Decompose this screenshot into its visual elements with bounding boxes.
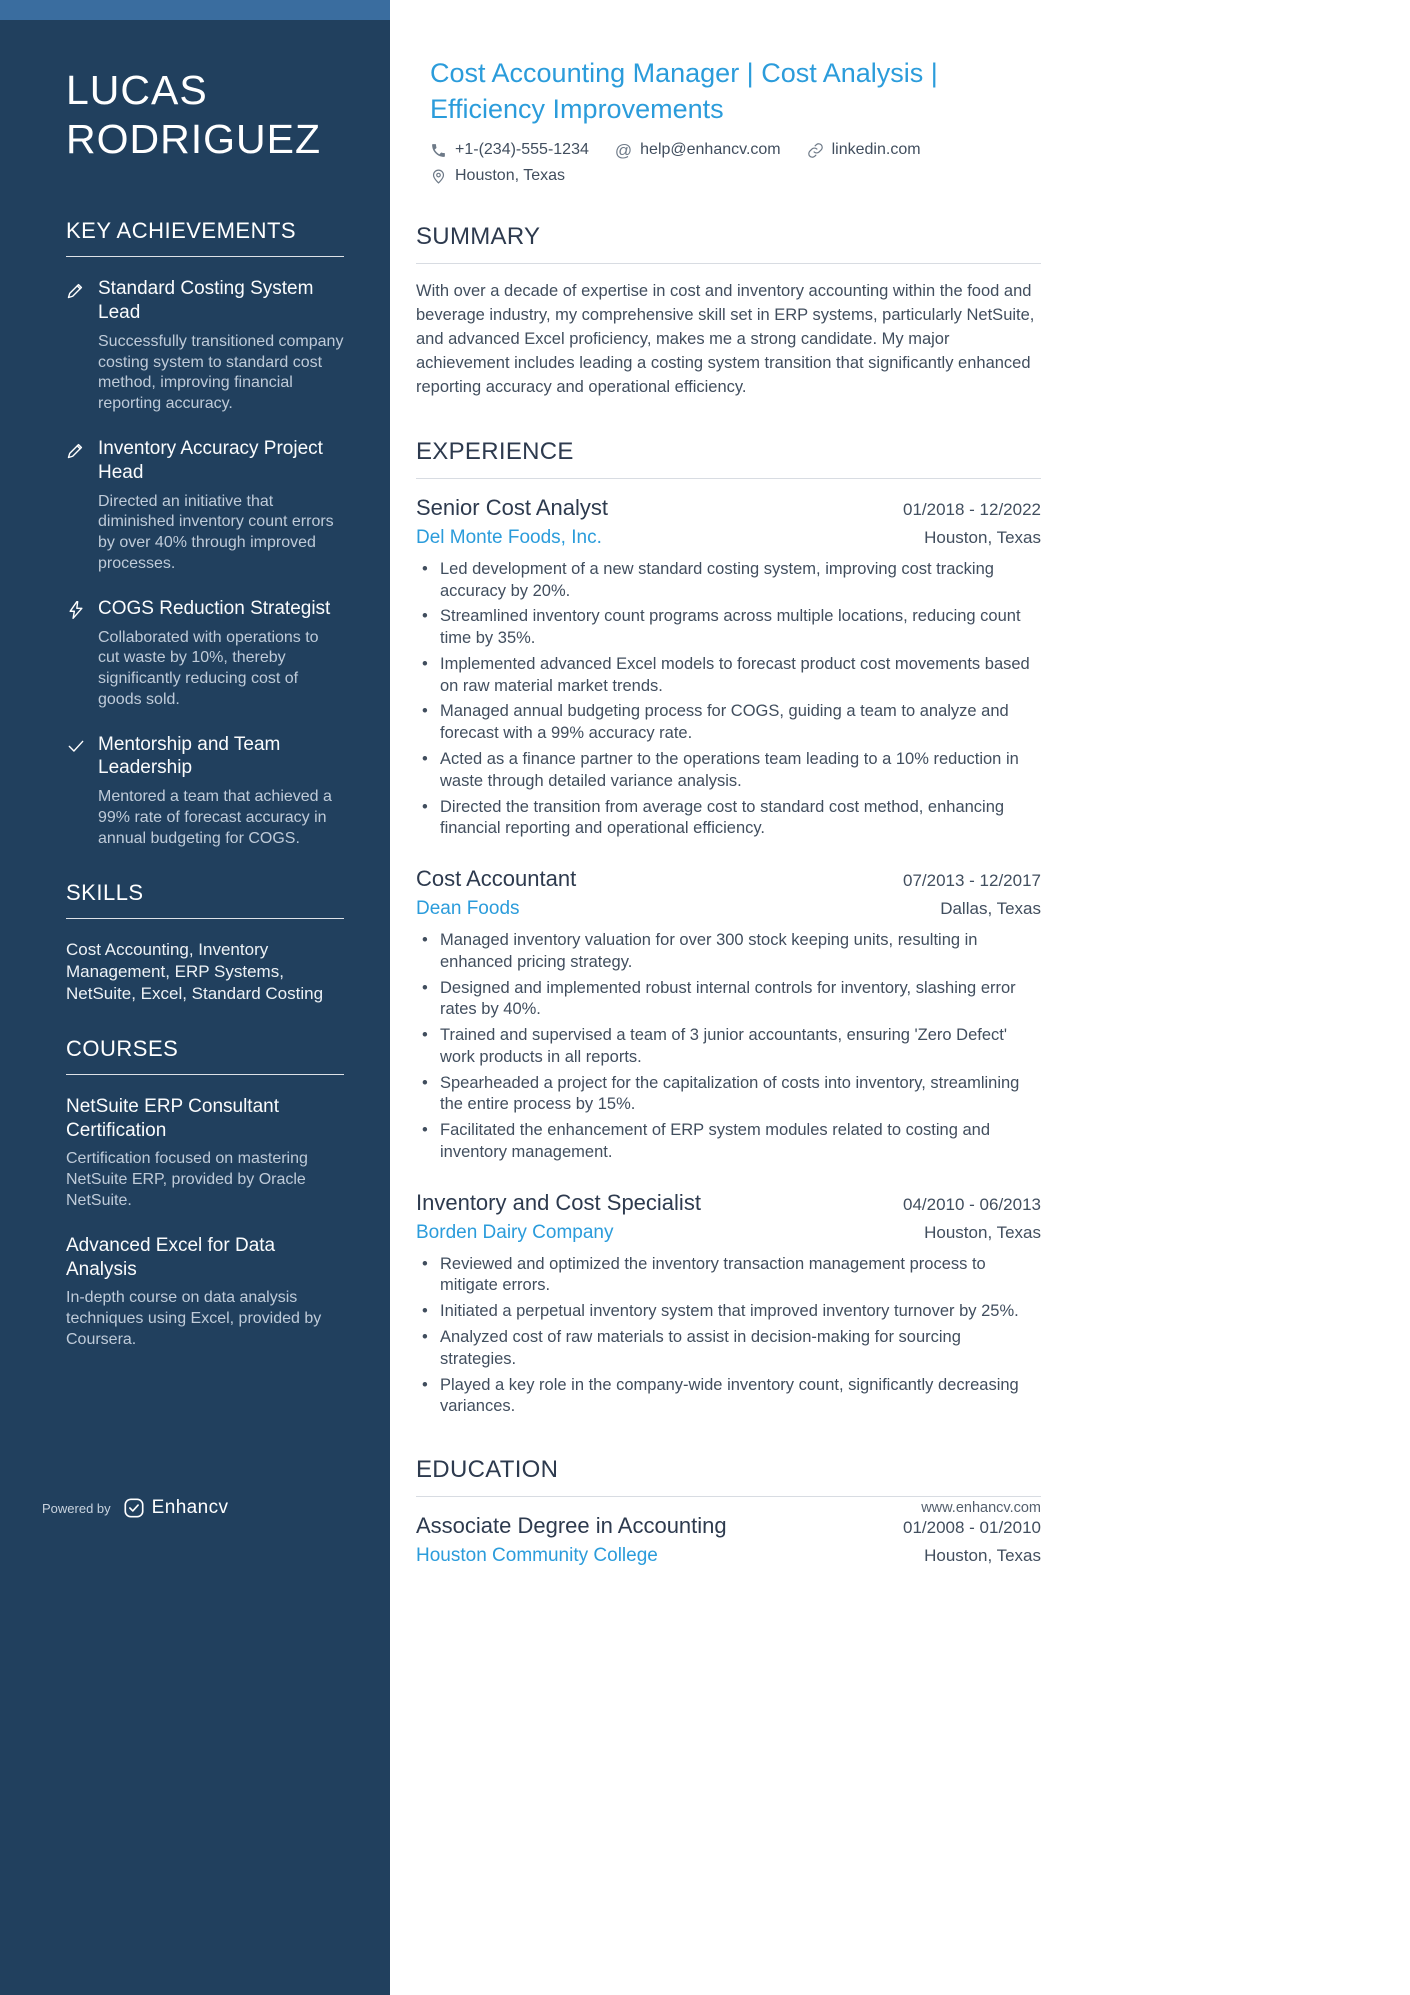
job-dates: 07/2013 - 12/2017 <box>902 871 1041 891</box>
headline: Cost Accounting Manager | Cost Analysis | Efficiency Improvements <box>430 58 938 124</box>
courses-heading: COURSES <box>66 1036 344 1075</box>
job-location: Houston, Texas <box>924 1222 1041 1242</box>
job-bullet: • Directed the transition from average cost to standard cost method, enhancing financial reporting and operational efficiency. <box>416 797 1041 841</box>
resume-header <box>430 56 1041 185</box>
top-accent-bar <box>0 0 390 20</box>
job-entry <box>416 866 1041 1164</box>
achievement-item <box>66 437 344 575</box>
job-bullet: • Led development of a new standard costing system, improving cost tracking accuracy by 20%. <box>416 559 1041 603</box>
enhancv-website-footer: www.enhancv.com <box>921 1500 1041 1516</box>
contact-row <box>430 141 1041 185</box>
job-location: Houston, Texas <box>924 527 1041 547</box>
enhancv-wordmark: Enhancv <box>151 1497 229 1518</box>
degree-title: Associate Degree in Accounting <box>416 1513 727 1539</box>
job-bullet: • Facilitated the enhancement of ERP system modules related to costing and inventory management. <box>416 1120 1041 1164</box>
course-title: Advanced Excel for Data Analysis <box>66 1234 276 1280</box>
check-icon <box>66 733 98 850</box>
job-title: Senior Cost Analyst <box>416 494 608 520</box>
achievement-description: Directed an initiative that diminished inventory count errors by over 40% through improved processes. <box>98 492 334 572</box>
courses-section <box>66 1036 344 1351</box>
course-title: NetSuite ERP Consultant Certification <box>66 1095 279 1141</box>
job-bullets <box>416 1254 1041 1418</box>
link-icon <box>807 142 824 159</box>
job-bullets <box>416 559 1041 840</box>
job-company: Del Monte Foods, Inc. <box>416 526 602 548</box>
job-company: Borden Dairy Company <box>416 1221 614 1243</box>
experience-heading: EXPERIENCE <box>416 438 1041 479</box>
job-bullet: • Implemented advanced Excel models to forecast product cost movements based on raw material market trends. <box>416 654 1041 698</box>
achievement-description: Successfully transitioned company costing system to standard cost method, improving financial reporting accuracy. <box>98 332 344 413</box>
key-achievements-section <box>66 218 344 849</box>
job-bullet: • Managed annual budgeting process for COGS, guiding a team to analyze and forecast with a 99% accuracy rate. <box>416 701 1041 745</box>
course-item <box>66 1095 344 1212</box>
achievement-item <box>66 277 344 415</box>
achievement-item <box>66 733 344 850</box>
summary-section <box>416 223 1041 400</box>
achievement-title: Standard Costing System Lead <box>98 278 314 324</box>
job-title: Cost Accountant <box>416 866 577 892</box>
achievement-description: Mentored a team that achieved a 99% rate of forecast accuracy in annual budgeting for COGS. <box>98 788 332 847</box>
bolt-icon <box>66 597 98 711</box>
key-achievements-heading: KEY ACHIEVEMENTS <box>66 218 344 257</box>
job-bullet: • Trained and supervised a team of 3 junior accountants, ensuring 'Zero Defect' work products in all reports. <box>416 1025 1041 1069</box>
job-bullet: • Spearheaded a project for the capitalization of costs into inventory, streamlining the entire process by 15%. <box>416 1073 1041 1117</box>
enhancv-brand <box>123 1497 229 1519</box>
linkedin-contact <box>807 141 921 159</box>
summary-heading: SUMMARY <box>416 223 1041 264</box>
job-bullet: • Analyzed cost of raw materials to assist in decision-making for sourcing strategies. <box>416 1327 1041 1371</box>
job-dates: 04/2010 - 06/2013 <box>902 1194 1041 1214</box>
education-dates: 01/2008 - 01/2010 <box>902 1518 1041 1538</box>
job-bullet: • Acted as a finance partner to the operations team leading to a 10% reduction in waste through detailed variance analysis. <box>416 749 1041 793</box>
at-icon: @ <box>614 140 633 160</box>
phone-icon <box>430 142 447 159</box>
linkedin-url: linkedin.com <box>831 141 921 159</box>
skills-section <box>66 880 344 1006</box>
skills-list: Cost Accounting, Inventory Management, ERP Systems, NetSuite, Excel, Standard Costing <box>66 939 324 1004</box>
course-description: In-depth course on data analysis techniques using Excel, provided by Coursera. <box>66 1289 322 1348</box>
phone-contact <box>430 141 589 159</box>
location-text: Houston, Texas <box>455 167 565 185</box>
phone-number: +1-(234)-555-1234 <box>455 141 589 159</box>
job-bullet: • Reviewed and optimized the inventory transaction management process to mitigate errors. <box>416 1254 1041 1298</box>
job-bullet: • Designed and implemented robust internal controls for inventory, slashing error rates by 40%. <box>416 978 1041 1022</box>
job-bullet: • Initiated a perpetual inventory system that improved inventory turnover by 25%. <box>416 1301 1041 1323</box>
job-entry <box>416 1190 1041 1418</box>
skills-heading: SKILLS <box>66 880 344 919</box>
job-bullet: • Streamlined inventory count programs across multiple locations, reducing count time by 35%. <box>416 606 1041 650</box>
job-dates: 01/2018 - 12/2022 <box>902 499 1041 519</box>
education-heading: EDUCATION <box>416 1456 1041 1497</box>
job-bullets <box>416 930 1041 1164</box>
pen-icon <box>66 277 98 415</box>
email-contact <box>615 141 781 159</box>
location-contact <box>430 167 565 185</box>
summary-text: With over a decade of expertise in cost and inventory accounting within the food and beverage industry, my comprehensive skill set in ERP systems, particularly NetSuite, and advanced Excel proficiency, makes me a strong candidate. My major achievement includes leading a costing system transition that significantly enhanced reporting accuracy and operational efficiency. <box>416 282 1035 396</box>
job-location: Dallas, Texas <box>940 899 1041 919</box>
main-content <box>390 0 1041 1593</box>
course-description: Certification focused on mastering NetSuite ERP, provided by Oracle NetSuite. <box>66 1150 308 1209</box>
job-company: Dean Foods <box>416 898 520 920</box>
job-title: Inventory and Cost Specialist <box>416 1189 701 1215</box>
achievement-title: Inventory Accuracy Project Head <box>98 438 323 483</box>
job-bullet: • Played a key role in the company-wide inventory count, significantly decreasing variances. <box>416 1375 1041 1419</box>
course-item <box>66 1234 344 1351</box>
education-entry <box>416 1513 1041 1567</box>
achievement-description: Collaborated with operations to cut waste by 10%, thereby significantly reducing cost of goods sold. <box>98 628 319 708</box>
powered-by-footer <box>42 1497 228 1519</box>
sidebar <box>0 0 390 1995</box>
pen-icon <box>66 437 98 575</box>
school-location: Houston, Texas <box>924 1546 1041 1566</box>
school-name: Houston Community College <box>416 1545 658 1567</box>
experience-section <box>416 438 1041 1418</box>
powered-by-label: Powered by <box>42 1500 111 1516</box>
achievement-item <box>66 597 344 711</box>
job-entry <box>416 495 1041 840</box>
pin-icon <box>430 168 447 185</box>
candidate-name: LUCAS RODRIGUEZ <box>66 67 321 163</box>
achievement-title: COGS Reduction Strategist <box>98 597 331 619</box>
job-bullet: • Managed inventory valuation for over 300 stock keeping units, resulting in enhanced pricing strategy. <box>416 930 1041 974</box>
achievement-title: Mentorship and Team Leadership <box>98 733 281 779</box>
email-address: help@enhancv.com <box>640 141 781 159</box>
enhancv-logo-icon <box>123 1497 145 1519</box>
